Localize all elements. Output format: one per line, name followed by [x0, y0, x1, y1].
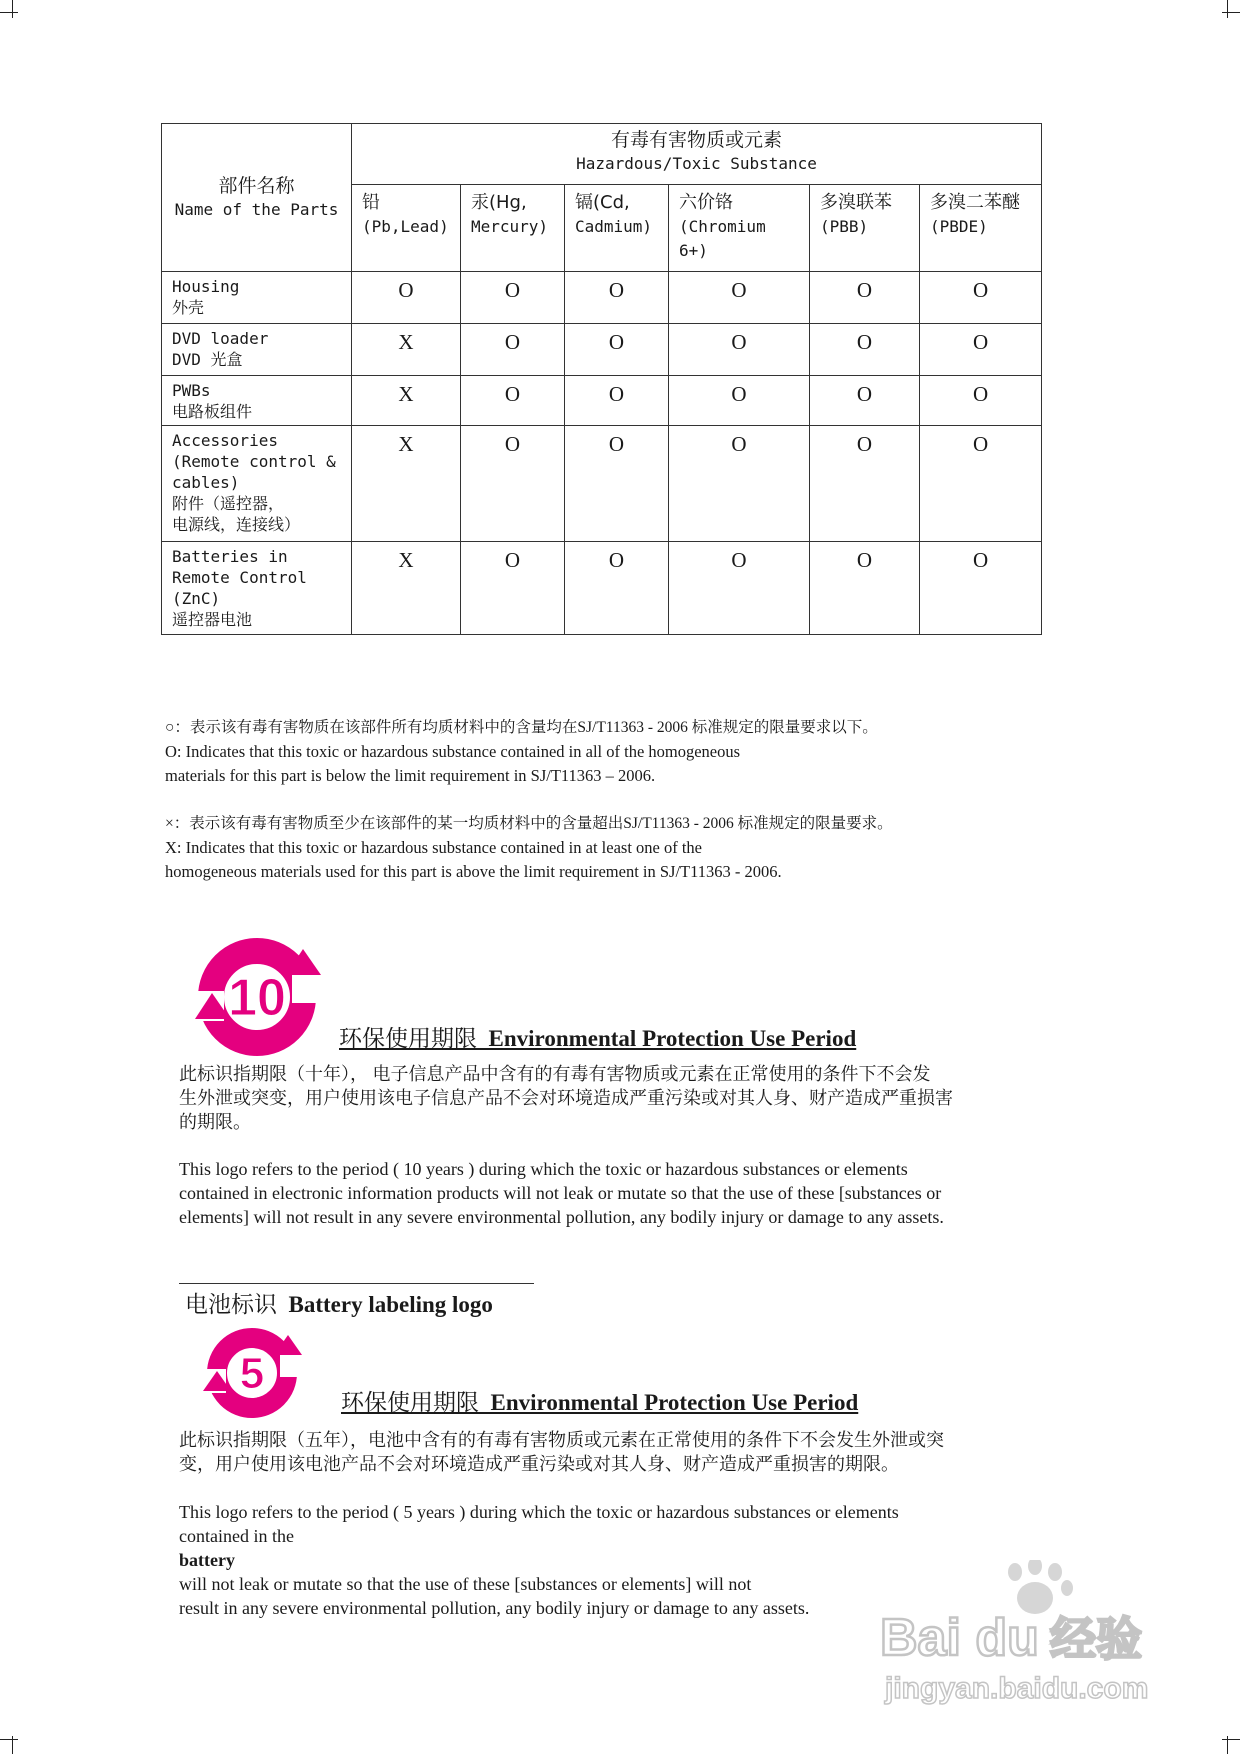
- watermark-brand: Bai du: [880, 1609, 1039, 1667]
- epup-10-number: 10: [228, 969, 286, 1027]
- epup-10-title-en: Environmental Protection Use Period: [488, 1026, 857, 1051]
- table-row: [162, 426, 1042, 542]
- epup-10-en-line: elements] will not result in any severe environmental pollution, any bodily injury or damage to any assets.: [179, 1207, 944, 1227]
- substance-header-line: 镉(Cd,: [575, 192, 630, 213]
- part-name-line: (Remote control &: [172, 452, 336, 471]
- crop-mark: [12, 0, 13, 18]
- substance-mark-cell: X: [352, 324, 461, 376]
- substance-header-line: 多溴联苯: [820, 192, 892, 213]
- substance-header: [352, 185, 461, 272]
- substance-mark-cell: X: [352, 542, 461, 635]
- epup-5-en-line: result in any severe environmental pollution, any bodily injury or damage to any assets.: [179, 1598, 810, 1618]
- substance-header-line: (PBB): [820, 217, 869, 236]
- crop-mark: [1227, 1736, 1228, 1754]
- part-name-cell: [162, 542, 352, 635]
- epup-5-title: [341, 1384, 858, 1417]
- substance-mark-cell: O: [920, 426, 1042, 542]
- substance-mark-cell: O: [565, 426, 669, 542]
- epup-10-cn-line: 此标识指期限（十年）， 电子信息产品中含有的有毒有害物质或元素在正常使用的条件下不会发: [179, 1064, 931, 1084]
- substance-header-line: 六价铬: [679, 192, 733, 213]
- table-header-row: [162, 124, 1042, 185]
- epup-5-number: 5: [239, 1349, 265, 1398]
- part-name-line: 电路板组件: [172, 402, 253, 421]
- epup-5-en-line: This logo refers to the period ( 5 years ) during which the toxic or hazardous substances or elements: [179, 1502, 899, 1522]
- battery-heading-en: Battery labeling logo: [288, 1292, 493, 1317]
- part-name-line: DVD loader: [172, 329, 269, 348]
- substance-mark-cell: O: [669, 324, 810, 376]
- epup-5-title-cn: 环保使用期限: [341, 1390, 479, 1415]
- epup-5-logo: [200, 1325, 305, 1420]
- part-name-line: DVD 光盒: [172, 350, 243, 369]
- part-name-line: 遥控器电池: [172, 610, 253, 629]
- part-name-line: PWBs: [172, 381, 211, 400]
- substance-mark-cell: O: [920, 324, 1042, 376]
- substance-mark-cell: O: [461, 542, 565, 635]
- substance-group-header: [352, 124, 1042, 185]
- part-name-cell: [162, 426, 352, 542]
- epup-10-cn-line: 生外泄或突变，用户使用该电子信息产品不会对环境造成严重污染或对其人身、财产造成严重损害: [179, 1088, 953, 1108]
- substance-mark-cell: O: [565, 376, 669, 426]
- crop-mark: [1227, 0, 1228, 18]
- part-name-line: 电源线，连接线）: [172, 515, 301, 534]
- hazardous-substance-table: [161, 123, 1042, 635]
- part-name-line: Accessories: [172, 431, 278, 450]
- watermark-url: jingyan.baidu.com: [885, 1672, 1149, 1705]
- epup-5-cn-line: 变，用户使用该电池产品不会对环境造成严重污染或对其人身、财产造成严重损害的期限。: [179, 1454, 899, 1474]
- substance-mark-cell: O: [920, 542, 1042, 635]
- epup-5-title-en: Environmental Protection Use Period: [490, 1390, 859, 1415]
- epup-5-cn-paragraph: [179, 1428, 1059, 1476]
- note-o-cn: ○：表示该有毒有害物质在该部件所有均质材料中的含量均在SJ/T11363 - 2006 标准规定的限量要求以下。: [165, 719, 878, 736]
- substance-mark-cell: O: [565, 272, 669, 324]
- substance-header-line: Mercury): [471, 217, 549, 236]
- substance-mark-cell: O: [461, 324, 565, 376]
- substance-group-header-en: Hazardous/Toxic Substance: [576, 154, 817, 173]
- table-row: [162, 324, 1042, 376]
- parts-header-en: Name of the Parts: [174, 199, 339, 219]
- part-name-line: 外壳: [172, 298, 205, 317]
- substance-mark-cell: O: [920, 376, 1042, 426]
- watermark-brand-cn: 经验: [1050, 1613, 1142, 1665]
- part-name-cell: [162, 272, 352, 324]
- note-o: [165, 716, 878, 788]
- crop-mark: [0, 1739, 18, 1740]
- substance-header: [810, 185, 920, 272]
- substance-header-line: (Chromium 6+): [679, 217, 766, 260]
- note-x: [165, 812, 893, 884]
- battery-heading: [185, 1286, 493, 1319]
- epup-10-cn-line: 的期限。: [179, 1112, 251, 1132]
- substance-mark-cell: O: [565, 542, 669, 635]
- substance-mark-cell: O: [810, 272, 920, 324]
- substance-header-line: Cadmium): [575, 217, 653, 236]
- substance-mark-cell: O: [810, 426, 920, 542]
- part-name-line: Batteries in: [172, 547, 288, 566]
- epup-10-en-line: contained in electronic information products will not leak or mutate so that the use of these [substances or: [179, 1183, 942, 1203]
- substance-header-line: (PBDE): [930, 217, 988, 236]
- substance-mark-cell: O: [810, 376, 920, 426]
- part-name-cell: [162, 324, 352, 376]
- crop-mark: [1222, 1739, 1240, 1740]
- epup-5-en-bold: battery: [179, 1550, 235, 1570]
- epup-10-en-paragraph: [179, 1157, 1059, 1229]
- substance-header-line: 铅: [362, 192, 380, 213]
- substance-mark-cell: O: [461, 376, 565, 426]
- epup-5-en-text: contained in the: [179, 1526, 294, 1546]
- part-name-line: Housing: [172, 277, 240, 296]
- epup-5-en-text: will not leak or mutate so that the use of these [substances or elements] will not: [179, 1574, 752, 1594]
- note-o-en-line: materials for this part is below the limit requirement in SJ/T11363 – 2006.: [165, 766, 656, 785]
- substance-mark-cell: X: [352, 426, 461, 542]
- crop-mark: [1222, 12, 1240, 13]
- substance-header: [565, 185, 669, 272]
- substance-mark-cell: O: [461, 426, 565, 542]
- part-name-line: 附件（遥控器，: [172, 494, 285, 513]
- substance-mark-cell: O: [565, 324, 669, 376]
- substance-mark-cell: O: [810, 542, 920, 635]
- substance-header: [669, 185, 810, 272]
- substance-mark-cell: O: [669, 376, 810, 426]
- epup-10-title: [339, 1020, 856, 1053]
- battery-section-divider: [179, 1283, 534, 1284]
- note-x-en-line: X: Indicates that this toxic or hazardous substance contained in at least one of the: [165, 838, 702, 857]
- epup-10-cn-paragraph: [179, 1062, 1059, 1134]
- substance-mark-cell: O: [461, 272, 565, 324]
- table-row: [162, 272, 1042, 324]
- epup-10-title-cn: 环保使用期限: [339, 1026, 477, 1051]
- baidu-jingyan-watermark: [875, 1560, 1175, 1710]
- substance-header: [920, 185, 1042, 272]
- substance-mark-cell: O: [920, 272, 1042, 324]
- substance-header-line: 多溴二苯醚: [930, 192, 1020, 213]
- crop-mark: [0, 12, 18, 13]
- substance-mark-cell: X: [352, 376, 461, 426]
- part-name-cell: [162, 376, 352, 426]
- parts-column-header: [162, 124, 352, 272]
- substance-mark-cell: O: [669, 426, 810, 542]
- note-x-en-line: homogeneous materials used for this part is above the limit requirement in SJ/T11363 - 2006.: [165, 862, 782, 881]
- substance-header-line: 汞(Hg,: [471, 192, 527, 213]
- substance-mark-cell: O: [810, 324, 920, 376]
- parts-header-cn-text: 部件名称: [218, 174, 295, 197]
- table-row: [162, 376, 1042, 426]
- crop-mark: [12, 1736, 13, 1754]
- substance-mark-cell: O: [669, 542, 810, 635]
- table-row: [162, 542, 1042, 635]
- substance-group-header-cn: 有毒有害物质或元素: [611, 129, 783, 151]
- part-name-line: (ZnC): [172, 589, 221, 608]
- substance-mark-cell: O: [669, 272, 810, 324]
- substance-mark-cell: O: [352, 272, 461, 324]
- substance-header-line: (Pb,Lead): [362, 217, 449, 236]
- epup-10-logo: [190, 935, 325, 1060]
- part-name-line: Remote Control: [172, 568, 307, 587]
- note-o-en-line: O: Indicates that this toxic or hazardous substance contained in all of the homogeneous: [165, 742, 741, 761]
- epup-5-cn-line: 此标识指期限（五年），电池中含有的有毒有害物质或元素在正常使用的条件下不会发生外泄或突: [179, 1430, 944, 1450]
- paw-icon: [1008, 1560, 1073, 1614]
- battery-heading-cn: 电池标识: [185, 1292, 277, 1317]
- part-name-line: cables): [172, 473, 240, 492]
- substance-header: [461, 185, 565, 272]
- note-x-cn: ×：表示该有毒有害物质至少在该部件的某一均质材料中的含量超出SJ/T11363 - 2006 标准规定的限量要求。: [165, 815, 893, 832]
- epup-10-en-line: This logo refers to the period ( 10 years ) during which the toxic or hazardous substances or elements: [179, 1159, 908, 1179]
